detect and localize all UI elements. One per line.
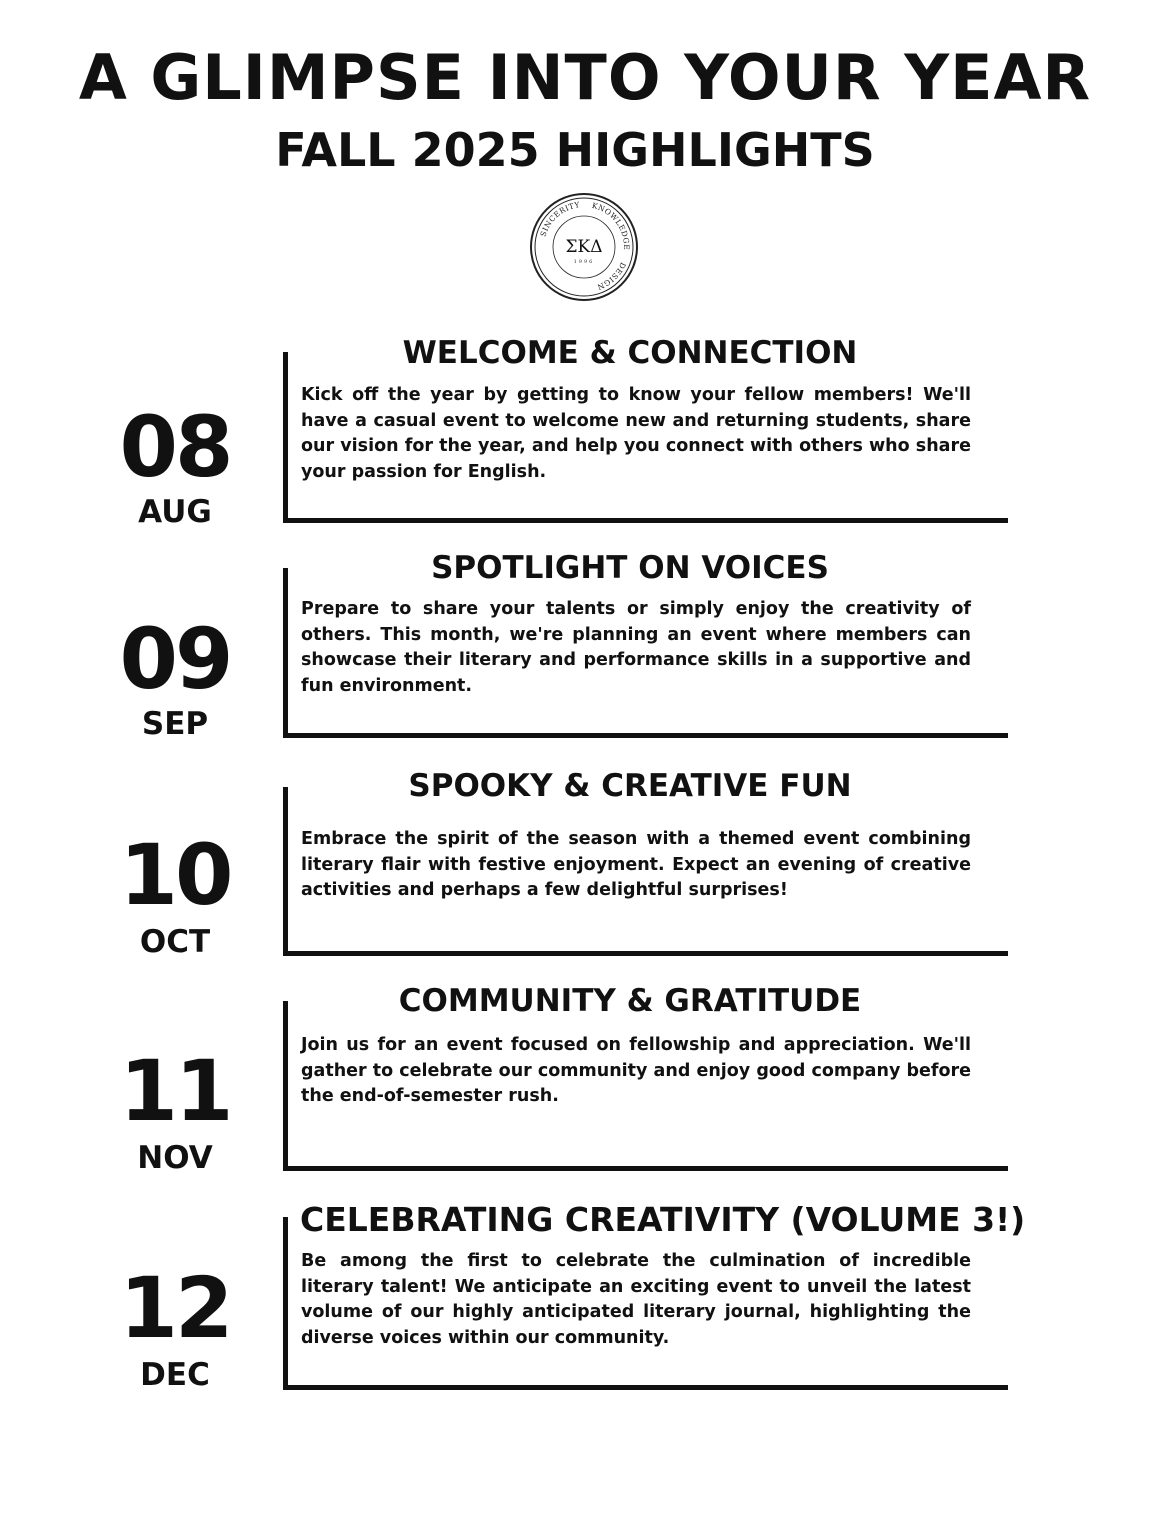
society-seal	[529, 192, 639, 302]
event-october	[0, 764, 1170, 964]
event-month: OCT	[139, 924, 211, 960]
event-month: SEP	[141, 706, 209, 742]
seal-letters: ΣΚΔ	[565, 237, 603, 257]
event-description: Kick off the year by getting to know your fellow members! We'll have a casual event to welcome new and returning students, share our vision for the year, and help you connect with others who share your passion for English.	[301, 385, 971, 483]
seal-motto-right: DESIGN	[595, 260, 628, 292]
event-month: AUG	[138, 494, 212, 530]
page-title: A GLIMPSE INTO YOUR YEAR	[78, 41, 1092, 114]
event-november	[0, 980, 1170, 1180]
event-description: Embrace the spirit of the season with a themed event combining literary flair with festive enjoyment. Expect an evening of creative activities and perhaps a few delightful surprises!	[301, 829, 971, 901]
event-description: Join us for an event focused on fellowship and appreciation. We'll gather to celebrate our community and enjoy good company before the end-of-semester rush.	[301, 1035, 971, 1107]
event-title: SPOTLIGHT ON VOICES	[431, 550, 829, 586]
seal-year: 1996	[573, 259, 595, 265]
event-month: NOV	[137, 1140, 213, 1176]
event-month: DEC	[140, 1357, 210, 1393]
seal-motto-top: KNOWLEDGE	[590, 200, 632, 251]
event-title: CELEBRATING CREATIVITY (VOLUME 3!)	[300, 1200, 1026, 1239]
event-day: 11	[119, 1042, 231, 1140]
event-day: 12	[119, 1259, 231, 1357]
event-day: 08	[119, 398, 231, 496]
seal-motto-left: SINCERITY	[538, 200, 581, 238]
event-day: 10	[119, 826, 231, 924]
event-september	[0, 548, 1170, 748]
event-august	[0, 332, 1170, 532]
event-title: WELCOME & CONNECTION	[402, 335, 858, 371]
event-day: 09	[119, 610, 231, 708]
page-subtitle: FALL 2025 HIGHLIGHTS	[275, 123, 875, 177]
event-description: Prepare to share your talents or simply enjoy the creativity of others. This month, we're planning an event where members can showcase their literary and performance skills in a supportive and fun environment.	[301, 599, 971, 697]
event-title: COMMUNITY & GRATITUDE	[398, 983, 862, 1019]
event-description: Be among the first to celebrate the culmination of incredible literary talent! We anticipate an exciting event to unveil the latest volume of our highly anticipated literary journal, highlighting the diverse voices within our community.	[301, 1251, 971, 1349]
event-december	[0, 1197, 1170, 1397]
event-title: SPOOKY & CREATIVE FUN	[408, 768, 852, 804]
